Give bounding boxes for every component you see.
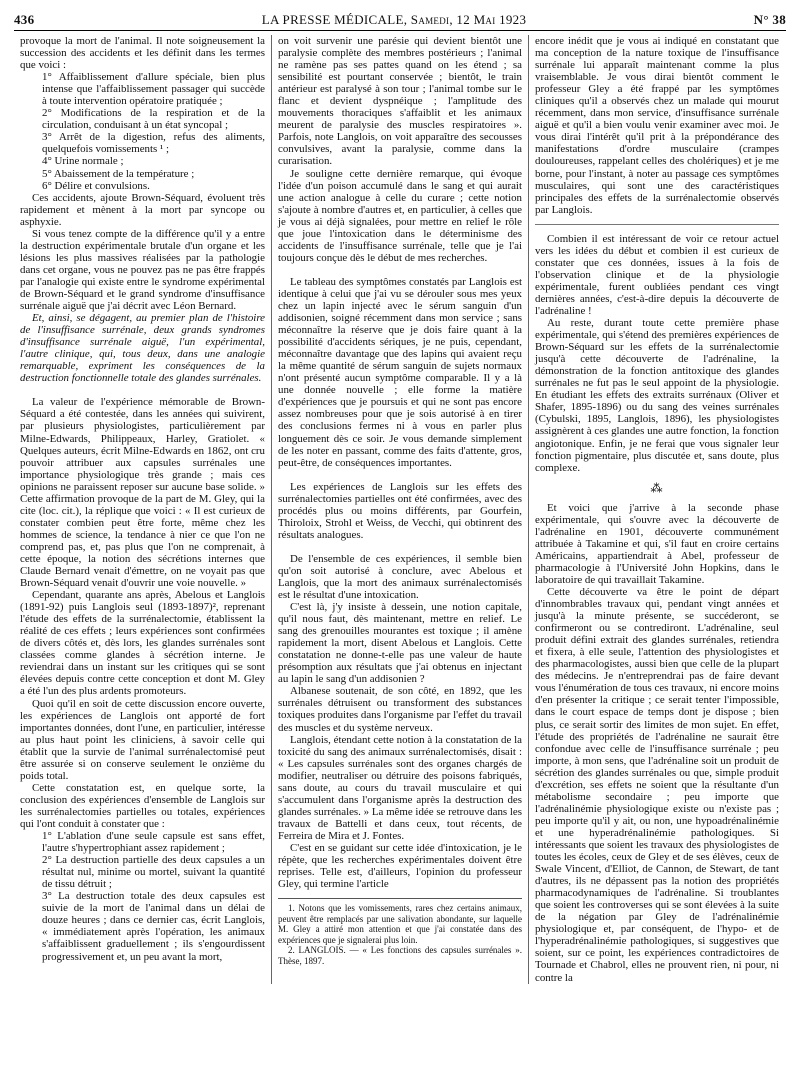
list-item: 1° L'ablation d'une seule capsule est sans effet, l'autre s'hypertrophiant assez rapidement ; (42, 830, 265, 855)
list-item: 2° La destruction partielle des deux capsules a un résultat nul, minime ou mortel, suivant la quantité de tissu détruit ; (42, 854, 265, 891)
footnote: 1. Notons que les vomissements, rares chez certains animaux, peuvent être remplacés par une salivation abondante, sur laquelle M. Gley a attiré mon attention et que j'ai constatée dans des expériences que je signalerai plus loin. (278, 903, 522, 945)
page-header (14, 12, 786, 31)
divider (535, 224, 779, 225)
paragraph: Et voici que j'arrive à la seconde phase expérimentale, qui s'ouvre avec la découverte de l'adrénaline en 1901, découverte communément attribuée à Takamine et qui, s'il faut en croire certains Américains, appartiendrait à Abel, professeur de pharmacologie à l'Université John Hopkins, dans le laboratoire de qui travaillait Takamine. (535, 501, 779, 586)
paragraph: encore inédit que je vous ai indiqué en constatant que ma conception de la nature toxique de l'insuffisance surrénale lui apparaît maintenant comme la plus vraisemblable. Je vous dirai bientôt comment le professeur Gley a été frappé par les symptômes cliniques qu'il a observés chez un malade qui mourut récemment, dans mon service, d'insuffisance surrénale aiguë et qu'il a bien voulu venir examiner avec moi. Je vous dirai l'intérêt qu'il prit à la prépondérance des manifestations d'ordre musculaire (crampes douloureuses, rappelant celles des cholériques) et je me borne, pour l'instant, à noter au passage ces symptômes musculaires, qui sont une des caractéristiques principales des effets de la surrénalectomie observés par Langlois. (535, 35, 779, 216)
paragraph: Les expériences de Langlois sur les effets des surrénalectomies partielles ont été confirmées, avec des procédés plus ou moins différents, par Gourfein, Thiroloix, Strohl et Weiss, de Vecchi, qui obtinrent des résultats analogues. (278, 480, 522, 541)
paragraph: Cependant, quarante ans après, Abelous et Langlois (1891-92) puis Langlois seul (1893-1897)², reprenant l'étude des effets de la surrénalectomie, établissent la réalité de ces effets ; leurs expériences sont confirmées de divers côtés et, dès lors, les glandes surrénales sont classées comme glandes à sécrétion interne. Je reviendrai dans un instant sur les critiques qui se sont élevées depuis contre cette conception et dont M. Gley a été l'un des plus ardents promoteurs. (20, 589, 265, 698)
list-item: 4° Urine normale ; (42, 155, 124, 168)
footnote: 2. LANGLOIS. — « Les fonctions des capsules surrénales ». Thèse, 1897. (278, 945, 522, 966)
list-item: 2° Modifications de la respiration et de la circulation, conduisant à un état syncopal ; (42, 107, 265, 132)
paragraph: Le tableau des symptômes constatés par Langlois est identique à celui que j'ai vu se dérouler sous mes yeux chez un lapin injecté avec le sérum sanguin d'un addisonien, soigné récemment dans mon service ; sans méconnaître la réserve que je dois faire quant à la possibilité d'accidents sériques, je ne puis, cependant, méconnaître davantage que des lapins qui avaient reçu la même quantité de sérum sanguin de sujets normaux n'ont présenté aucun symptôme comparable. Il y a là une donnée nouvelle ; elle forme la matière d'expériences que je poursuis et qui ne sont pas encore assez nombreuses pour que je sois autorisé à en tirer des conclusions fermes ni à vous en parler plus longuement dès ce soir. Je vous demande simplement de les noter en passant, comme des faits d'attente, gros, peut-être, de conséquences importantes. (278, 275, 522, 469)
paragraph: Combien il est intéressant de voir ce retour actuel vers les idées du début et combien il est curieux de constater que ces données, issues à la fois de l'observation clinique et de la physiologie expérimentale, furent oubliées pendant ces vingt dernières années, c'est-à-dire depuis la découverte de l'adrénaline ! (535, 232, 779, 317)
column-3 (528, 35, 785, 984)
column-1 (14, 35, 271, 984)
paragraph: Je souligne cette dernière remarque, qui évoque l'idée d'un poison accumulé dans le sang et qui aurait une action analogue à celle du curare ; cette notion s'ajoute à nombre d'autres et, en particulier, à celles que je vous ai déjà signalées, pour mettre en relief le rôle que joue l'intoxication dans le déterminisme des accidents de l'insuffisance surrénale, telle que je l'ai toujours conçue dès le début de mes recherches. (278, 167, 522, 264)
text-columns (14, 35, 786, 984)
list-item: 1° Affaiblissement d'allure spéciale, bien plus intense que l'affaiblissement passager qui succède à toute intervention opératoire pratiquée ; (42, 71, 265, 108)
paragraph: Quoi qu'il en soit de cette discussion encore ouverte, les expériences de Langlois ont apporté de fort importantes données, dont l'une, en particulier, intéresse au plus haut point les cliniciens, à savoir celle qui établit que la survie de l'animal surrénalectomisé peut être assurée si on conserve seulement le onzième du poids total. (20, 697, 265, 782)
list-item: 6° Délire et convulsions. (42, 179, 150, 192)
paragraph: provoque la mort de l'animal. Il note soigneusement la succession des accidents et les définit dans les termes que voici : (20, 35, 265, 72)
paragraph: on voit survenir une parésie qui devient bientôt une paralysie complète des membres postérieurs ; l'animal ne ramène pas ses pattes quand on les étend ; sa sensibilité est pourtant conservée ; bientôt, le train antérieur est paralysé à son tour ; l'animal tombe sur le flanc et devient dyspnéique ; l'amplitude des mouvements thoraciques s'affaiblit et les animaux meurent de paralysie des muscles respiratoires ». Parfois, note Langlois, on voit apparaître des secousses convulsives, avant la paralysie, comme dans la curarisation. (278, 35, 522, 168)
section-break-asterism: ⁂ (650, 480, 664, 495)
footnotes (278, 898, 522, 966)
paragraph: Langlois, étendant cette notion à la constatation de la toxicité du sang des animaux surrénalectomisés, disait : « Les capsules surrénales sont des organes chargés de modifier, neutraliser ou détruire des poisons fabriqués, sans doute, au cours du travail musculaire et qui s'accumulent dans l'organisme après la destruction des glandes surrénales. » La même idée se retrouve dans les travaux de Battelli et dans ceux, tout récents, de Ferreira de Mira et J. Fontes. (278, 733, 522, 842)
paragraph: La valeur de l'expérience mémorable de Brown-Séquard a été contestée, dans les années qui suivirent, par plusieurs physiologistes, particulièrement par Milne-Edwards, Philippeaux, Harley, Gratiolet. « Quelques auteurs, écrit Milne-Edwards en 1862, ont cru pouvoir attribuer aux capsules surrénales une importance physiologique très grande ; mais ces opinions ne paraissent reposer sur aucune base solide. » Cette affirmation provoque de la part de M. Gley, qui la cite (loc. cit.), la réplique que voici : « Il est curieux de constater combien peut être forte, même chez les hommes de science, la tendance à nier ce que l'on ne comprend pas, et, pas plus que l'on ne comprenait, à cette époque, la notion des sécrétions internes que Claude Bernard venait d'émettre, on ne voyait pas que Brown-Séquard venait d'ouvrir une voie nouvelle. » (20, 396, 265, 590)
paragraph: C'est en se guidant sur cette idée d'intoxication, je le répète, que les recherches expérimentales doivent être reprises. Telle est, d'ailleurs, l'opinion du professeur Gley, qui termine l'article (278, 842, 522, 891)
page-number: 436 (14, 12, 35, 27)
paragraph: Cette découverte va être le point de départ d'innombrables travaux qui, pendant vingt années et jusqu'à la minute présente, se succéderont, se confirmeront ou se contrediront. L'adrénaline, seul produit défini extrait des glandes surrénales, retiendra et fixera, à elle seule, l'attention des physiologistes et des pharmacologistes, aussi bien que celle de la plupart des médecins. Je n'entreprendrai pas de faire devant vous l'énumération de tous ces travaux, ni encore moins d'en présenter la critique ; ce serait tenter l'impossible, dans le court espace de temps dont je dispose ; bien plus, ce serait sortir des limites de mon sujet. En effet, l'étude des propriétés de l'adrénaline ne saurait être confondue avec celle de l'insuffisance surrénale ; peu importe, à mon sens, que l'adrénaline soit un produit de sécrétion des glandes surrénales ou que, simple produit d'excrétion, ses effets ne soient que la résultante d'un métabolisme secondaire ; peu importe que l'adrénalinémie physiologique existe ou n'existe pas ; peu importe qu'il y ait, ou non, une hypoadrénalinémie et une hyperadrénalinémie pathologiques. Si intéressants que soient les travaux des physiologistes de toutes les écoles, ceux de Gley et de ses élèves, ceux de Swale Vincent, d'Elliot, de Cannon, de Stewart, de tant d'autres, ils ne dépassent pas la notion des propriétés pharmacodynamiques de l'adrénaline. Si troublantes que soient les controverses qui se sont élevées à la suite de la négation par Gley de l'adrénalinémie physiologique et, par conséquent, de l'hypo- et de l'hyperadrénalinémie pathologiques, si suggestives que soient, sur ce point, les expériences contradictoires de Tournade et Chabrol, elles ne prouvent rien, ni pour, ni contre la (535, 586, 779, 984)
paragraph: Albanese soutenait, de son côté, en 1892, que les surrénales détruisent ou transforment des substances toxiques produites dans l'organisme par l'effet du travail des muscles et du système nerveux. (278, 685, 522, 734)
paragraph: Cette constatation est, en quelque sorte, la conclusion des expériences d'ensemble de Langlois sur les surrénalectomies partielles ou totales, expériences qui l'ont conduit à constater que : (20, 781, 265, 830)
paragraph: De l'ensemble de ces expériences, il semble bien qu'on soit autorisé à conclure, avec Abelous et Langlois, que la mort des animaux surrénalectomisés est le résultat d'une intoxication. (278, 552, 522, 602)
column-2 (271, 35, 528, 984)
list-item: 5° Abaissement de la température ; (42, 167, 195, 180)
issue-number: N° 38 (753, 12, 786, 27)
paragraph: C'est là, j'y insiste à dessein, une notion capitale, qu'il nous faut, dès maintenant, mettre en relief. Le sang des grenouilles mourantes est toxique ; il amène rapidement la mort, disent Abelous et Langlois. Cette constatation ne donne-t-elle pas une valeur de haute présomption aux résultats que j'ai obtenus en injectant au lapin le sang d'un addisonien ? (278, 601, 522, 686)
italic-paragraph: Et, ainsi, se dégagent, au premier plan de l'histoire de l'insuffisance surrénale, deux grands syndromes d'insuffisance surrénale aiguë, l'un expérimental, l'autre clinique, qui, tous deux, dans une analogie remarquable, expriment les conséquences de la destruction fonctionnelle totale des glandes surrénales. (20, 312, 265, 385)
paragraph: Si vous tenez compte de la différence qu'il y a entre la destruction expérimentale brutale d'un organe et les lésions les plus massives réalisées par la pathologie dans cet organe, vous ne pouvez pas ne pas être frappés par l'analogie qui existe entre le syndrome expérimental de Brown-Séquard et le grand syndrome d'insuffisance surrénale aiguë que j'ai décrit avec Léon Bernard. (20, 227, 265, 313)
paragraph: Au reste, durant toute cette première phase expérimentale, qui s'étend des premières expériences de Brown-Séquard sur les effets de la surrénalectomie jusqu'à cette découverte de l'adrénaline, la démonstration de la fonction antitoxique des glandes surrénales ne fut pas le seul appoint de la physiologie. En étudiant les effets des extraits surrénaux (Oliver et Shafer, 1895-1896) ou du sang des veines surrénales (Cybulski, 1895, Langlois, 1896), les physiologistes assignèrent à ces glandes une autre fonction, la fonction angiotonique. Enfin, je ne ferai que vous signaler leur fonction pigmentaire, plus discutée et, sans doute, plus complexe. (535, 317, 779, 474)
list-item: 3° Arrêt de la digestion, refus des aliments, quelquefois vomissements ¹ ; (42, 131, 265, 156)
paragraph: Ces accidents, ajoute Brown-Séquard, évoluent très rapidement et mènent à la mort par syncope ou asphyxie. (20, 191, 265, 228)
list-item: 3° La destruction totale des deux capsules est suivie de la mort de l'animal dans un délai de douze heures ; dans ce dernier cas, écrit Langlois, « immédiatement après l'opération, les animaux s'affaiblissent graduellement ; ils s'engourdissent progressivement et, un peu avant la mort, (42, 890, 265, 963)
journal-title: LA PRESSE MÉDICALE, Samedi, 12 Mai 1923 (261, 12, 527, 27)
